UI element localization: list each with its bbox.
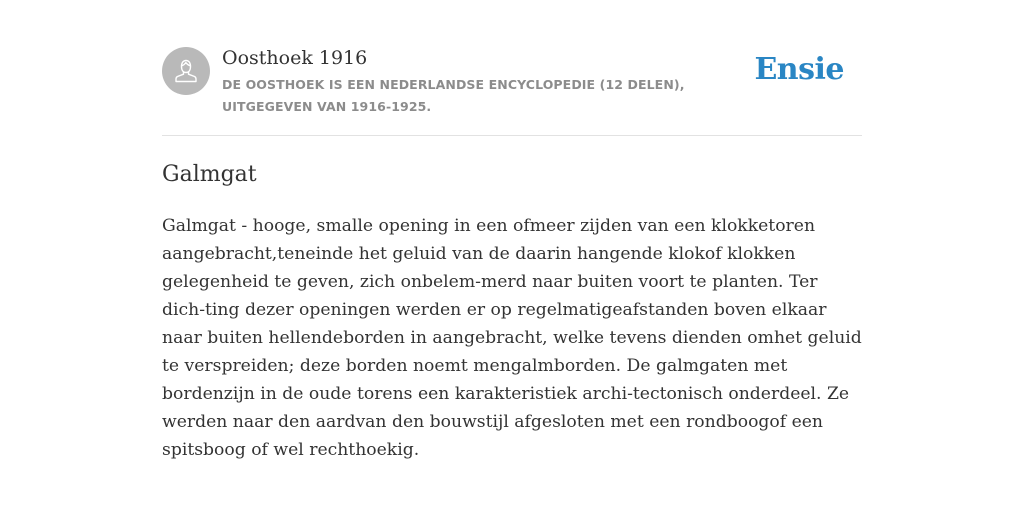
source-avatar[interactable]	[162, 47, 210, 95]
article-card	[162, 44, 862, 464]
article-body: Galmgat - hooge, smalle opening in een ofmeer zijden van een klokketoren aangebracht,teneinde het geluid van de daarin hangende klokof klokken gelegenheid te geven, zich onbelem-merd naar buiten voort te planten. Ter dich-ting dezer openingen werden er op regelmatigeafstanden boven elkaar naar buiten hellendeborden in aangebracht, welke tevens dienden omhet geluid te verspreiden; deze borden noemt mengalmborden. De galmgaten met bordenzijn in de oude torens een karakteristiek archi-tectonisch onderdeel. Ze werden naar den aardvan den bouwstijl afgesloten met een rondboogof een spitsboog of wel rechthoekig.	[162, 216, 862, 460]
ensie-logo[interactable]: Ensie	[754, 52, 844, 87]
source-header	[162, 44, 862, 136]
source-info	[222, 46, 762, 118]
source-title[interactable]: Oosthoek 1916	[222, 47, 368, 69]
user-icon	[171, 56, 201, 86]
article-title: Galmgat	[162, 162, 257, 187]
source-description: DE OOSTHOEK IS EEN NEDERLANDSE ENCYCLOPEDIE (12 DELEN), UITGEGEVEN VAN 1916-1925.	[222, 77, 685, 114]
